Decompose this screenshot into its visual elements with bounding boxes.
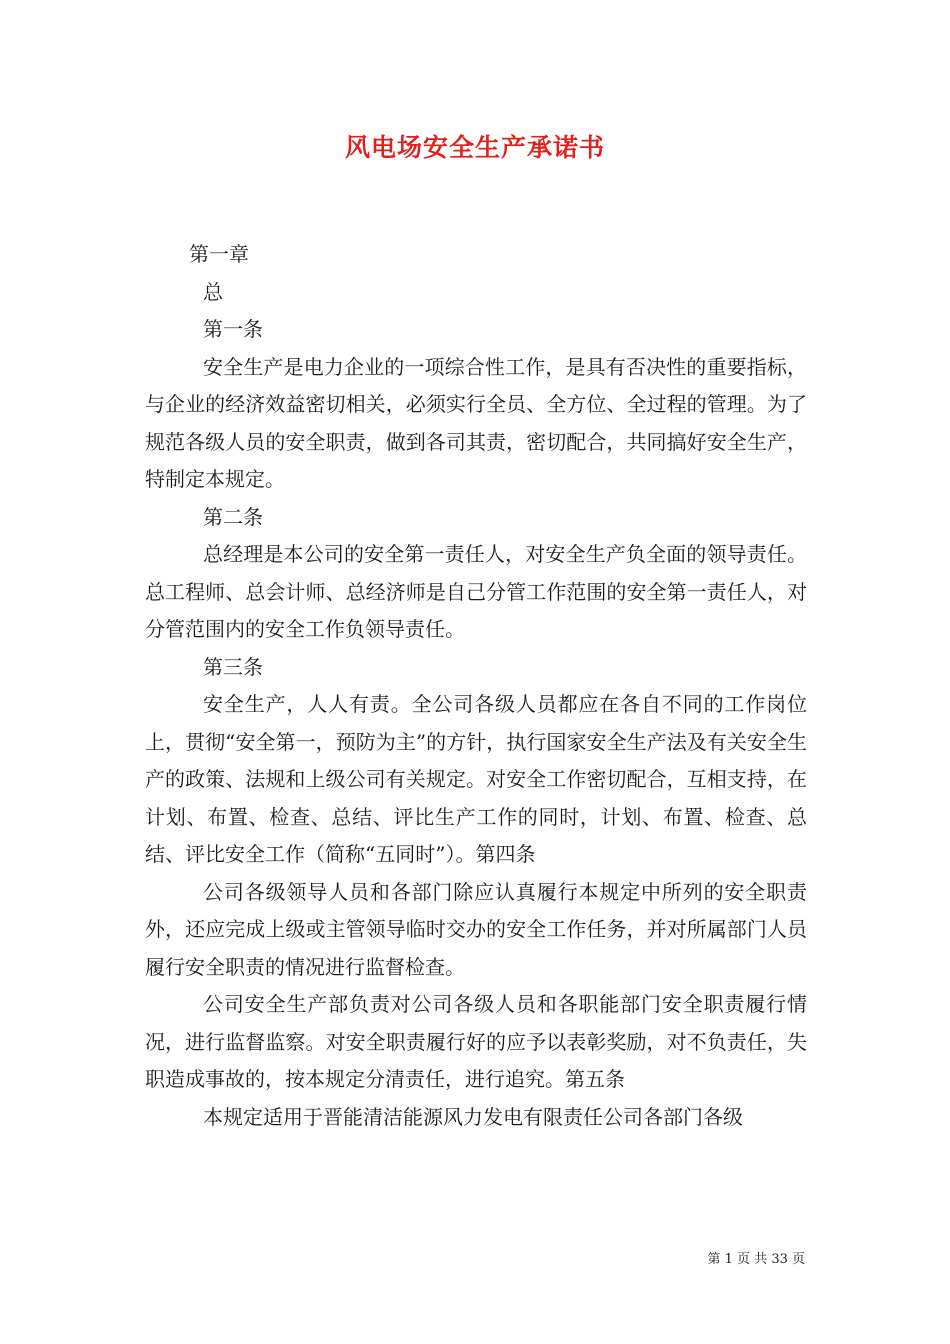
- chapter-subheading: 总: [203, 279, 223, 304]
- article-2-heading: 第二条: [203, 504, 263, 529]
- article-2-text: 总经理是本公司的安全第一责任人，对安全生产负全面的领导责任。总工程师、总会计师、总经济师是自己分管工作范围的安全第一责任人，对分管范围内的安全工作负领导责任。: [145, 542, 807, 641]
- article-5-text: 本规定适用于晋能清洁能源风力发电有限责任公司各部门各级: [203, 1104, 743, 1129]
- article-1-text: 安全生产是电力企业的一项综合性工作，是具有否决性的重要指标，与企业的经济效益密切相关，必须实行全员、全方位、全过程的管理。为了规范各级人员的安全职责，做到各司其责，密切配合，共同搞好安全生产，特制定本规定。: [145, 354, 807, 491]
- article-3-text: 安全生产，人人有责。全公司各级人员都应在各自不同的工作岗位上，贯彻“安全第一，预防为主”的方针，执行国家安全生产法及有关安全生产的政策、法规和上级公司有关规定。对安全工作密切配合，互相支持，在计划、布置、检查、总结、评比生产工作的同时，计划、布置、检查、总结、评比安全工作（简称“五同时”）。第四条: [145, 692, 807, 866]
- page-number-footer: 第 1 页 共 33 页: [707, 1252, 805, 1267]
- chapter-heading: 第一章: [189, 242, 249, 266]
- article-4-text-2: 公司安全生产部负责对公司各级人员和各职能部门安全职责履行情况，进行监督监察。对安全职责履行好的应予以表彰奖励，对不负责任，失职造成事故的，按本规定分清责任，进行追究。第五条: [145, 992, 807, 1091]
- document-title: 风电场安全生产承诺书: [344, 133, 605, 162]
- article-3-heading: 第三条: [203, 654, 263, 679]
- article-1-heading: 第一条: [203, 317, 263, 341]
- article-4-text: 公司各级领导人员和各部门除应认真履行本规定中所列的安全职责外，还应完成上级或主管领导临时交办的安全工作任务，并对所属部门人员履行安全职责的情况进行监督检查。: [145, 879, 807, 979]
- document-body: [145, 236, 807, 1136]
